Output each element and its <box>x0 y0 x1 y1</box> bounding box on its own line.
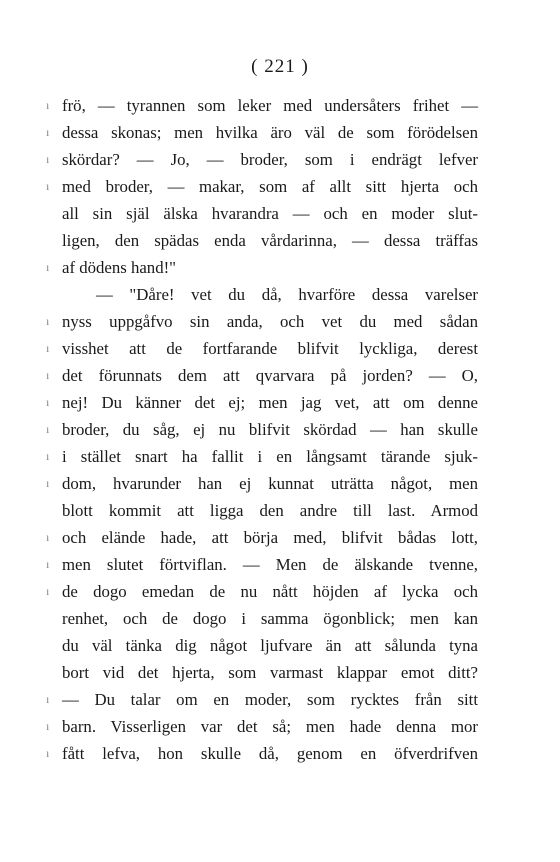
margin-mark: ı <box>46 125 50 139</box>
text-line: — "Dåre! vet du då, hvarföre dessa varelser <box>96 285 478 304</box>
text-line: bort vid det hjerta, som varmast klappar emot ditt? <box>62 663 478 682</box>
text-line: all sin själ älska hvarandra — och en moder slut- <box>62 204 478 223</box>
margin-mark <box>46 281 52 308</box>
text-line: visshet att de fortfarande blifvit lyckliga, derest <box>62 339 478 358</box>
margin-mark: ı <box>46 746 50 760</box>
text-line: nej! Du känner det ej; men jag vet, att om denne <box>62 393 478 412</box>
margin-mark: ı <box>46 476 50 490</box>
margin-mark: ı <box>46 179 50 193</box>
margin-mark: ı <box>46 152 50 166</box>
text-line: barn. Visserligen var det så; men hade denna mor <box>62 717 478 736</box>
text-line: och elände hade, att börja med, blifvit bådas lott, <box>62 528 478 547</box>
margin-mark: ı <box>46 395 50 409</box>
text-line: med broder, — makar, som af allt sitt hjerta och <box>62 177 478 196</box>
text-line: det förunnats dem att qvarvara på jorden? — O, <box>62 366 478 385</box>
text-line: — Du talar om en moder, som rycktes från sitt <box>62 690 478 709</box>
margin-mark: ı <box>46 584 50 598</box>
margin-mark: ı <box>46 341 50 355</box>
text-line: af dödens hand!" <box>62 258 177 277</box>
text-line: du väl tänka dig något ljufvare än att sålunda tyna <box>62 636 478 655</box>
text-line: men slutet förtviflan. — Men de älskande tvenne, <box>62 555 478 574</box>
margin-mark: ı <box>46 530 50 544</box>
margin-mark <box>46 605 52 632</box>
margin-mark <box>46 497 52 524</box>
text-line: renhet, och de dogo i samma ögonblick; men kan <box>62 609 478 628</box>
margin-mark <box>46 200 52 227</box>
margin-mark: ı <box>46 557 50 571</box>
margin-mark: ı <box>46 368 50 382</box>
text-line: blott kommit att ligga den andre till last. Armod <box>62 501 478 520</box>
text-line: nyss uppgåfvo sin anda, och vet du med sådan <box>62 312 478 331</box>
margin-mark: ı <box>46 98 50 112</box>
margin-mark <box>46 659 52 686</box>
margin-mark: ı <box>46 692 50 706</box>
margin-mark: ı <box>46 422 50 436</box>
text-line: dom, hvarunder han ej kunnat uträtta något, men <box>62 474 478 493</box>
margin-mark <box>46 632 52 659</box>
text-line: fått lefva, hon skulle då, genom en öfverdrifven <box>62 744 478 763</box>
page-number: ( 221 ) <box>251 56 309 77</box>
text-line: frö, — tyrannen som leker med undersåters frihet — <box>62 96 478 115</box>
margin-mark: ı <box>46 314 50 328</box>
text-line: skördar? — Jo, — broder, som i endrägt lefver <box>62 150 478 169</box>
margin-mark <box>46 227 52 254</box>
margin-mark: ı <box>46 260 50 274</box>
text-line: i stället snart ha fallit i en långsamt tärande sjuk- <box>62 447 478 466</box>
text-line: ligen, den spädas enda vårdarinna, — dessa träffas <box>62 231 478 250</box>
body-text <box>62 92 478 767</box>
margin-mark: ı <box>46 719 50 733</box>
text-line: broder, du såg, ej nu blifvit skördad — han skulle <box>62 420 478 439</box>
margin-marks <box>46 92 52 767</box>
margin-mark: ı <box>46 449 50 463</box>
text-line: dessa skonas; men hvilka äro väl de som förödelsen <box>62 123 478 142</box>
text-line: de dogo emedan de nu nått höjden af lycka och <box>62 582 478 601</box>
